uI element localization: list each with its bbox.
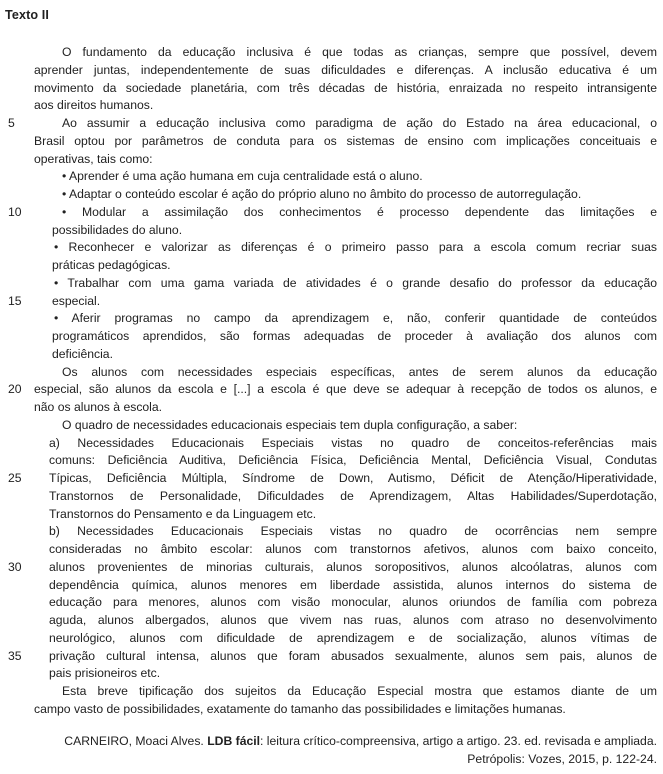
line-text: especial, são alunos da escola e [...] a escola é que deve se adequar à recepção de todos os alunos, e	[34, 382, 657, 397]
line-number: 15	[8, 293, 22, 308]
text-line	[0, 612, 663, 630]
line-text: privação cultural intensa, alunos que foram abusados sexualmente, alunos sem pais, alunos de	[49, 648, 657, 663]
text-line	[0, 168, 663, 186]
line-number: 30	[8, 559, 22, 574]
line-text: • Aferir programas no campo da aprendizagem e, não, conferir quantidade de conteúdos	[54, 311, 657, 326]
line-text: movimento da sociedade planetária, com três décadas de história, enraizada no respeito intransigente	[34, 80, 657, 95]
text-line	[0, 62, 663, 80]
text-line	[0, 186, 663, 204]
line-text: consideradas no âmbito escolar: alunos com transtornos afetivos, alunos com baixo conceito,	[49, 542, 657, 556]
text-line	[0, 328, 663, 346]
line-text: a) Necessidades Educacionais Especiais vistas no quadro de conceitos-referências mais	[49, 435, 657, 450]
citation-work-title: LDB fácil	[207, 734, 261, 748]
line-text: possibilidades do aluno.	[52, 222, 183, 237]
line-text: Brasil optou por parâmetros de conduta para os sistemas de ensino com implicações conceituais e	[34, 133, 657, 148]
text-line	[0, 470, 663, 488]
text-line	[0, 577, 663, 595]
citation	[34, 733, 657, 768]
line-text: O fundamento da educação inclusiva é que todas as crianças, sempre que possível, devem	[62, 45, 657, 59]
text-line	[0, 594, 663, 612]
line-text: O quadro de necessidades educacionais especiais tem dupla configuração, a saber:	[62, 417, 518, 432]
text-line	[0, 452, 663, 470]
text-line	[0, 417, 663, 435]
line-text: • Reconhecer e valorizar as diferenças é o primeiro passo para a escola comum recriar suas	[54, 240, 657, 255]
text-line	[0, 310, 663, 328]
text-line	[0, 275, 663, 293]
line-text: comuns: Deficiência Auditiva, Deficiência Física, Deficiência Mental, Deficiência Visual, Condutas	[49, 453, 657, 468]
text-line	[0, 630, 663, 648]
line-number: 35	[8, 648, 22, 663]
line-text: Transtornos do Pensamento e da Linguagem etc.	[49, 506, 317, 521]
page-title: Texto II	[5, 8, 49, 22]
line-text: Típicas, Deficiência Múltipla, Síndrome de Down, Autismo, Déficit de Atenção/Hiperatividade,	[49, 471, 657, 485]
text-line	[0, 701, 663, 719]
line-text: • Modular a assimilação dos conhecimentos é processo dependente das limitações e	[62, 204, 657, 219]
line-text: programáticos aprendidos, são formas adequadas de proceder à avaliação dos alunos com	[52, 329, 657, 343]
line-text: alunos provenientes de minorias culturais, alunos soropositivos, alunos alcoólatras, alunos com	[49, 559, 657, 574]
citation-author: CARNEIRO, Moaci Alves.	[64, 734, 208, 748]
text-line	[0, 239, 663, 257]
line-text: deficiência.	[52, 346, 113, 361]
line-text: neurológico, alunos com dificuldade de aprendizagem e de socialização, alunos vítimas de	[49, 630, 657, 645]
line-text: práticas pedagógicas.	[52, 258, 171, 272]
text-line	[0, 488, 663, 506]
line-number: 20	[8, 382, 22, 397]
line-number: 25	[8, 471, 22, 485]
text-line	[0, 44, 663, 62]
text-line	[0, 293, 663, 311]
text-line	[0, 97, 663, 115]
text-line	[0, 399, 663, 417]
line-text: • Aprender é uma ação humana em cuja centralidade está o aluno.	[62, 169, 423, 184]
text-line	[0, 257, 663, 275]
citation-rest: : leitura crítico-compreensiva, artigo a artigo. 23. ed. revisada e ampliada.	[260, 734, 657, 748]
text-line	[0, 523, 663, 541]
text-line	[0, 648, 663, 666]
line-text: aos direitos humanos.	[34, 98, 154, 113]
line-text: aguda, alunos albergados, alunos que vivem nas ruas, alunos com atraso no desenvolvimento	[49, 613, 657, 627]
text-line	[0, 115, 663, 133]
line-number: 5	[8, 116, 15, 130]
text-line	[0, 204, 663, 222]
line-text: educação para menores, alunos com visão monocular, alunos oriundos de família com pobreza	[49, 595, 657, 610]
line-text: Transtornos de Personalidade, Dificuldades de Aprendizagem, Altas Habilidades/Superdotação,	[49, 488, 657, 503]
text-line	[0, 683, 663, 701]
text-line	[0, 665, 663, 683]
line-number: 10	[8, 204, 22, 219]
line-text: não os alunos à escola.	[34, 400, 163, 414]
text-line	[0, 559, 663, 577]
line-text: Os alunos com necessidades especiais específicas, antes de serem alunos da educação	[62, 364, 657, 379]
text-line	[0, 381, 663, 399]
line-text: aprender juntas, independentemente de suas dificuldades e diferenças. A inclusão educativa é um	[34, 62, 657, 77]
line-text: b) Necessidades Educacionais Especiais vistas no quadro de ocorrências nem sempre	[49, 524, 657, 539]
text-line	[0, 541, 663, 559]
citation-line-1	[34, 733, 657, 751]
line-text: • Trabalhar com uma gama variada de atividades é o grande desafio do professor da educação	[54, 275, 657, 290]
line-text: pais prisioneiros etc.	[49, 666, 161, 681]
line-text: dependência química, alunos menores em liberdade assistida, alunos internos do sistema de	[49, 577, 657, 592]
text-line	[0, 506, 663, 524]
text-line	[0, 435, 663, 453]
line-text: Ao assumir a educação inclusiva como paradigma de ação do Estado na área educacional, o	[62, 116, 657, 130]
line-text: campo vasto de possibilidades, exatamente do tamanho das possibilidades e limitações humanas.	[34, 701, 566, 716]
line-text: operativas, tais como:	[34, 151, 153, 166]
text-line	[0, 151, 663, 169]
citation-line-2: Petrópolis: Vozes, 2015, p. 122-24.	[467, 751, 657, 766]
text-block	[0, 44, 663, 719]
text-line	[0, 80, 663, 98]
line-text: • Adaptar o conteúdo escolar é ação do próprio aluno no âmbito do processo de autorregulação.	[62, 187, 582, 201]
line-text: especial.	[52, 293, 101, 308]
text-line	[0, 222, 663, 240]
text-line	[0, 364, 663, 382]
text-line	[0, 346, 663, 364]
text-line	[0, 133, 663, 151]
line-text: Esta breve tipificação dos sujeitos da Educação Especial mostra que estamos diante de um	[62, 684, 657, 698]
